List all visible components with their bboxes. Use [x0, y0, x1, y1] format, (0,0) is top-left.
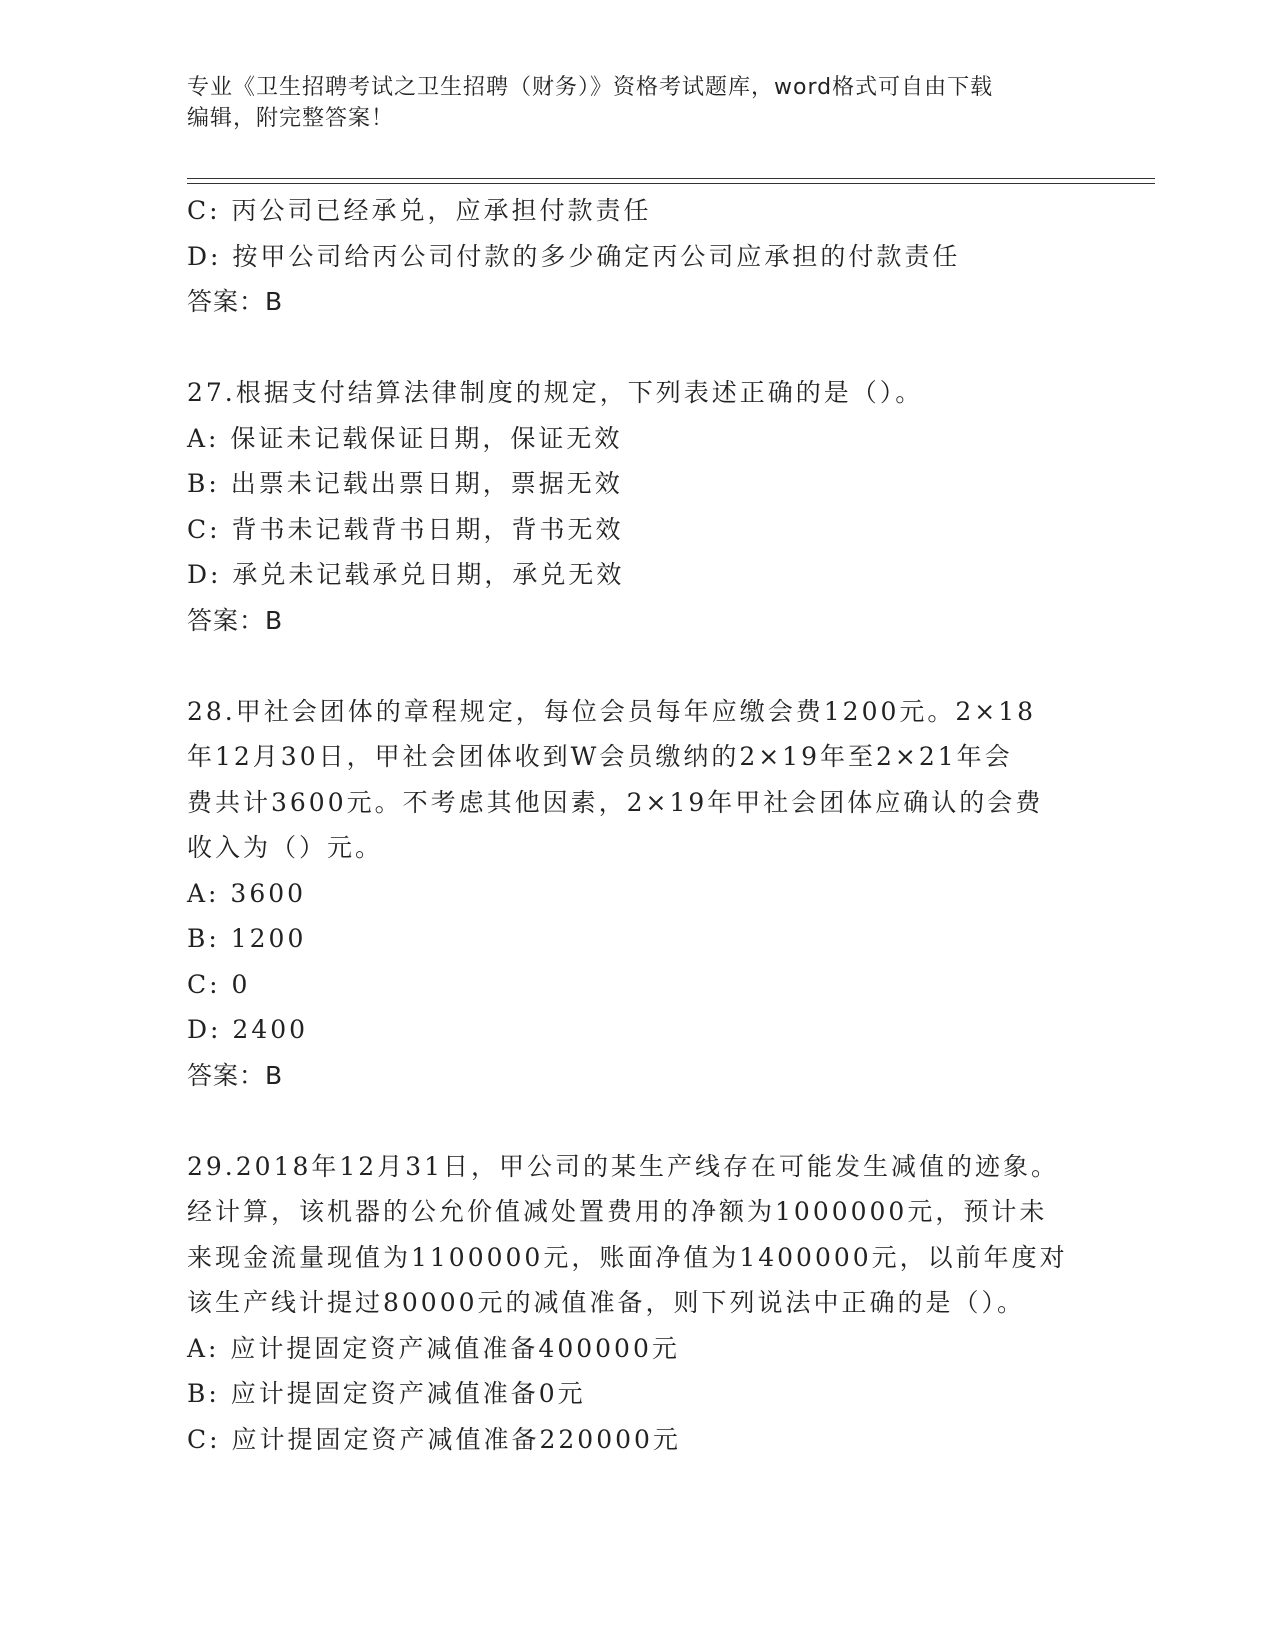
- question-list: [187, 188, 1087, 1462]
- question-27: [187, 370, 1087, 643]
- option-d: D: 2400: [187, 1015, 309, 1044]
- header-title-line-1: 专业《卫生招聘考试之卫生招聘（财务）》资格考试题库，word格式可自由下载: [187, 75, 994, 100]
- option-a: A: 保证未记载保证日期，保证无效: [187, 423, 623, 453]
- option-d: D: 承兑未记载承兑日期，承兑无效: [187, 560, 625, 589]
- question-text-line-3: 费共计3600元。不考虑其他因素，2×19年甲社会团体应确认的会费: [187, 787, 1044, 817]
- option-a: A: 应计提固定资产减值准备400000元: [187, 1333, 680, 1363]
- answer: 答案：B: [187, 1060, 284, 1090]
- question-text-line-1: 29.2018年12月31日，甲公司的某生产线存在可能发生减值的迹象。: [187, 1151, 1060, 1181]
- question-28: [187, 689, 1087, 1099]
- header-divider-top: [187, 178, 1155, 179]
- answer: 答案：B: [187, 287, 284, 316]
- option-b: B: 1200: [187, 924, 307, 953]
- question-text: 27.根据支付结算法律制度的规定，下列表述正确的是（）。: [187, 378, 924, 407]
- question-29: [187, 1144, 1087, 1463]
- document-header: [187, 72, 1087, 134]
- option-c: C: 背书未记载背书日期，背书无效: [187, 514, 624, 544]
- option-b: B: 应计提固定资产减值准备0元: [187, 1379, 586, 1408]
- option-d: D: 按甲公司给丙公司付款的多少确定丙公司应承担的付款责任: [187, 241, 961, 271]
- header-title-line-2: 编辑，附完整答案！: [187, 106, 395, 131]
- question-text-line-2: 年12月30日，甲社会团体收到W会员缴纳的2×19年至2×21年会: [187, 742, 1013, 771]
- option-c: C: 应计提固定资产减值准备220000元: [187, 1424, 681, 1454]
- question-text-line-3: 来现金流量现值为1100000元，账面净值为1400000元，以前年度对: [187, 1242, 1068, 1272]
- question-26-tail: [187, 188, 1087, 325]
- spacer: [187, 643, 1087, 689]
- question-text-line-2: 经计算，该机器的公允价值减处置费用的净额为1000000元，预计未: [187, 1197, 1048, 1226]
- header-divider-bottom: [187, 183, 1155, 184]
- question-text-line-4: 收入为（）元。: [187, 833, 384, 862]
- answer: 答案：B: [187, 605, 284, 635]
- option-a: A: 3600: [187, 878, 307, 908]
- spacer: [187, 1098, 1087, 1144]
- question-text-line-1: 28.甲社会团体的章程规定，每位会员每年应缴会费1200元。2×18: [187, 696, 1037, 726]
- option-c: C: 丙公司已经承兑，应承担付款责任: [187, 196, 652, 225]
- option-c: C: 0: [187, 969, 251, 999]
- spacer: [187, 325, 1087, 371]
- option-b: B: 出票未记载出票日期，票据无效: [187, 469, 623, 498]
- question-text-line-4: 该生产线计提过80000元的减值准备，则下列说法中正确的是（）。: [187, 1288, 1026, 1317]
